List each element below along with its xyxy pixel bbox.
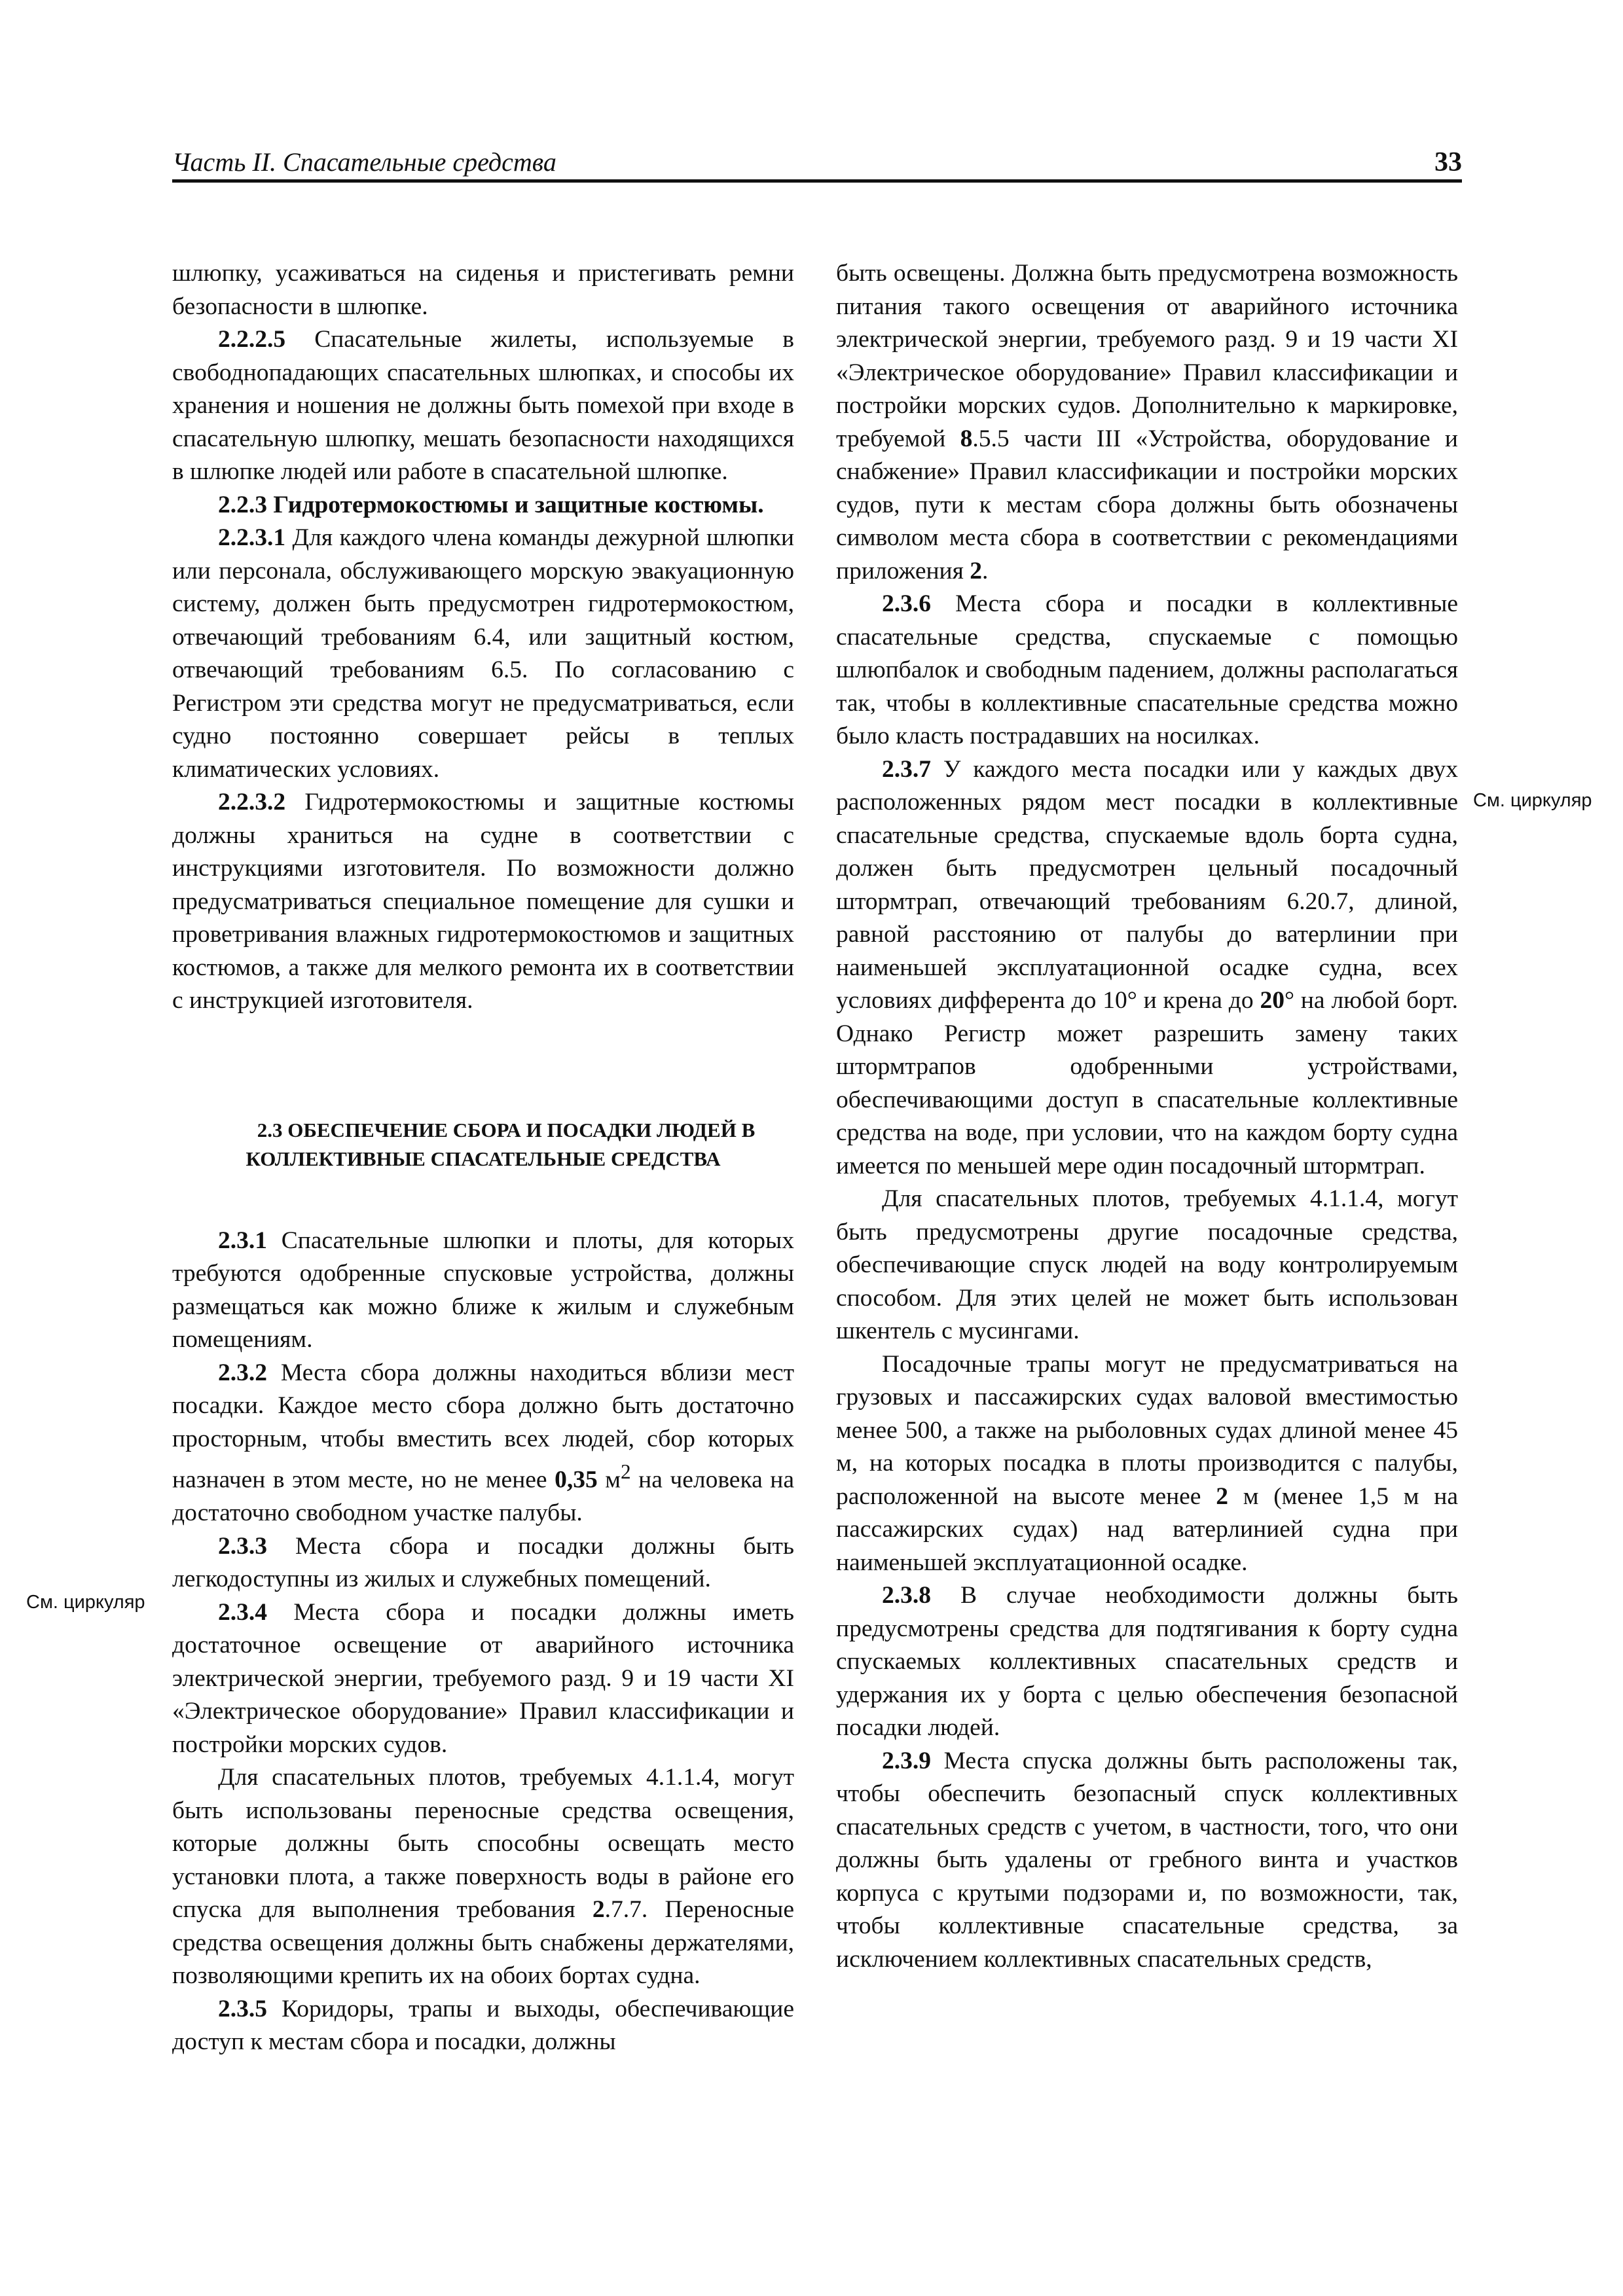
- running-header-title: Часть II. Спасательные средства: [172, 147, 556, 177]
- subsection-title-2-2-3: 2.2.3 Гидротермокостюмы и защитные костюмы.: [218, 491, 764, 518]
- paragraph-2-3-2: 2.3.2 Места сбора должны находиться вблизи мест посадки. Каждое место сбора должно быть достаточно просторным, чтобы вместить всех людей, сбор которых назначен в этом месте, но не менее 0,35 $м^2$ на человека на достаточно свободном участке палубы.: [172, 1359, 794, 1526]
- page-header: [172, 145, 1462, 183]
- paragraph-continuation: быть освещены. Должна быть предусмотрена возможность питания такого освещения от аварийного источника электрической энергии, требуемого разд. 9 и 19 части XI «Электрическое оборудование» Правил классификации и постройки морских судов. Дополнительно к маркировке, требуемой 8.5.5 части III «Устройства, оборудование и снабжение» Правил классификации и постройки морских судов, пути к местам сбора должны быть обозначены символом места сбора в соответствии с рекомендациями приложения 2.: [836, 260, 1458, 584]
- page-number: 33: [1434, 147, 1462, 177]
- paragraph-2-2-3-1: 2.2.3.1 Для каждого члена команды дежурной шлюпки или персонала, обслуживающего морскую эвакуационную систему, должен быть предусмотрен гидротермокостюм, отвечающий требованиям 6.4, или защитный костюм, отвечающий требованиям 6.5. По согласованию с Регистром эти средства могут не предусматриваться, если судно постоянно совершает рейсы в теплых климатических условиях.: [172, 524, 794, 783]
- clause-number: 2.2.2.5: [218, 326, 286, 353]
- clause-number: 2.2.3.2: [218, 789, 286, 816]
- paragraph-2-3-5: 2.3.5 Коридоры, трапы и выходы, обеспечивающие доступ к местам сбора и посадки, должны: [172, 1995, 794, 2055]
- paragraph-2-3-8: 2.3.8 В случае необходимости должны быть предусмотрены средства для подтягивания к борту судна спускаемых коллективных спасательных средств и удержания их у борта с целью обеспечения безопасной посадки людей.: [836, 1582, 1458, 1741]
- margin-note-circular-right: См. циркуляр: [1473, 790, 1592, 811]
- paragraph-2-3-9: 2.3.9 Места спуска должны быть расположены так, чтобы обеспечить безопасный спуск коллективных спасательных средств с учетом, в частности, того, что они должны быть удалены от гребного винта и участков корпуса с крутыми подзорами и, по возможности, так, чтобы коллективные спасательные средства, за исключением коллективных спасательных средств,: [836, 1747, 1458, 1973]
- clause-number: 2.3.3: [218, 1532, 267, 1560]
- clause-number: 2.3.6: [882, 590, 931, 617]
- margin-note-circular-left: См. циркуляр: [26, 1592, 145, 1613]
- section-heading-2-3: 2.3 ОБЕСПЕЧЕНИЕ СБОРА И ПОСАДКИ ЛЮДЕЙ В КОЛЛЕКТИВНЫЕ СПАСАТЕЛЬНЫЕ СРЕДСТВА: [246, 1118, 756, 1170]
- clause-number: 2.3.4: [218, 1598, 267, 1626]
- paragraph-2-2-3-2: 2.2.3.2 Гидротермокостюмы и защитные костюмы должны храниться на судне в соответствии с инструкциями изготовителя. По возможности должно предусматриваться специальное помещение для сушки и проветривания влажных гидротермокостюмов и защитных костюмов, а также для мелкого ремонта их в соответствии с инструкцией изготовителя.: [172, 789, 794, 1014]
- right-column: [836, 257, 1458, 1976]
- paragraph-continuation: шлюпку, усаживаться на сиденья и пристегивать ремни безопасности в шлюпке.: [172, 260, 794, 320]
- clause-number: 2.3.7: [882, 755, 931, 783]
- left-column: [172, 257, 794, 2059]
- clause-number: 2.2.3.1: [218, 524, 286, 551]
- clause-number: 2.3.5: [218, 1995, 267, 2022]
- paragraph-2-2-2-5: 2.2.2.5 Спасательные жилеты, используемые в свободнопадающих спасательных шлюпках, и способы их хранения и ношения не должны быть помехой при входе в спасательную шлюпку, мешать безопасности находящихся в шлюпке людей или работе в спасательной шлюпке.: [172, 326, 794, 485]
- paragraph-boarding-ladders: Посадочные трапы могут не предусматриваться на грузовых и пассажирских судах валовой вместимостью менее 500, а также на рыболовных судах длиной менее 45 м, на которых посадка в плоты производится с палубы, расположенной на высоте менее 2 м (менее 1,5 м на пассажирских судах) над ватерлинией судна при наименьшей эксплуатационной осадке.: [836, 1350, 1458, 1576]
- clause-number: 2.3.8: [882, 1582, 931, 1609]
- paragraph-liferaft-boarding: Для спасательных плотов, требуемых 4.1.1.4, могут быть предусмотрены другие посадочные средства, обеспечивающие спуск людей на воду контролируемым способом. Для этих целей не может быть использован шкентель с мусингами.: [836, 1185, 1458, 1344]
- paragraph-2-3-7: 2.3.7 У каждого места посадки или у каждых двух расположенных рядом мест посадки в коллективные спасательные средства, спускаемые вдоль борта судна, должен быть предусмотрен цельный посадочный штормтрап, отвечающий требованиям 6.20.7, длиной, равной расстоянию от палубы до ватерлинии при наименьшей эксплуатационной осадке судна, всех условиях дифферента до 10° и крена до 20° на любой борт. Однако Регистр может разрешить замену таких штормтрапов одобренными устройствами, обеспечивающими доступ в спасательные коллективные средства на воде, при условии, что на каждом борту судна имеется по меньшей мере один посадочный штормтрап.: [836, 755, 1458, 1179]
- clause-number: 2.3.2: [218, 1359, 267, 1386]
- paragraph-2-3-1: 2.3.1 Спасательные шлюпки и плоты, для которых требуются одобренные спусковые устройства, должны размещаться как можно ближе к жилым и служебным помещениям.: [172, 1227, 794, 1353]
- paragraph-2-3-4: 2.3.4 Места сбора и посадки должны иметь достаточное освещение от аварийного источника электрической энергии, требуемого разд. 9 и 19 части XI «Электрическое оборудование» Правил классификации и постройки морских судов.: [172, 1598, 794, 1758]
- clause-number: 2.3.1: [218, 1227, 267, 1254]
- paragraph-liferaft-lighting: Для спасательных плотов, требуемых 4.1.1.4, могут быть использованы переносные средства освещения, которые должны быть способны освещать место установки плота, а также поверхность воды в районе его спуска для выполнения требования 2.7.7. Переносные средства освещения должны быть снабжены держателями, позволяющими крепить их на обоих бортах судна.: [172, 1764, 794, 1989]
- paragraph-2-3-3: 2.3.3 Места сбора и посадки должны быть легкодоступны из жилых и служебных помещений.: [172, 1532, 794, 1592]
- paragraph-2-3-6: 2.3.6 Места сбора и посадки в коллективные спасательные средства, спускаемые с помощью шлюпбалок и свободным падением, должны располагаться так, чтобы в коллективные спасательные средства можно было класть пострадавших на носилках.: [836, 590, 1458, 749]
- clause-number: 2.3.9: [882, 1747, 931, 1774]
